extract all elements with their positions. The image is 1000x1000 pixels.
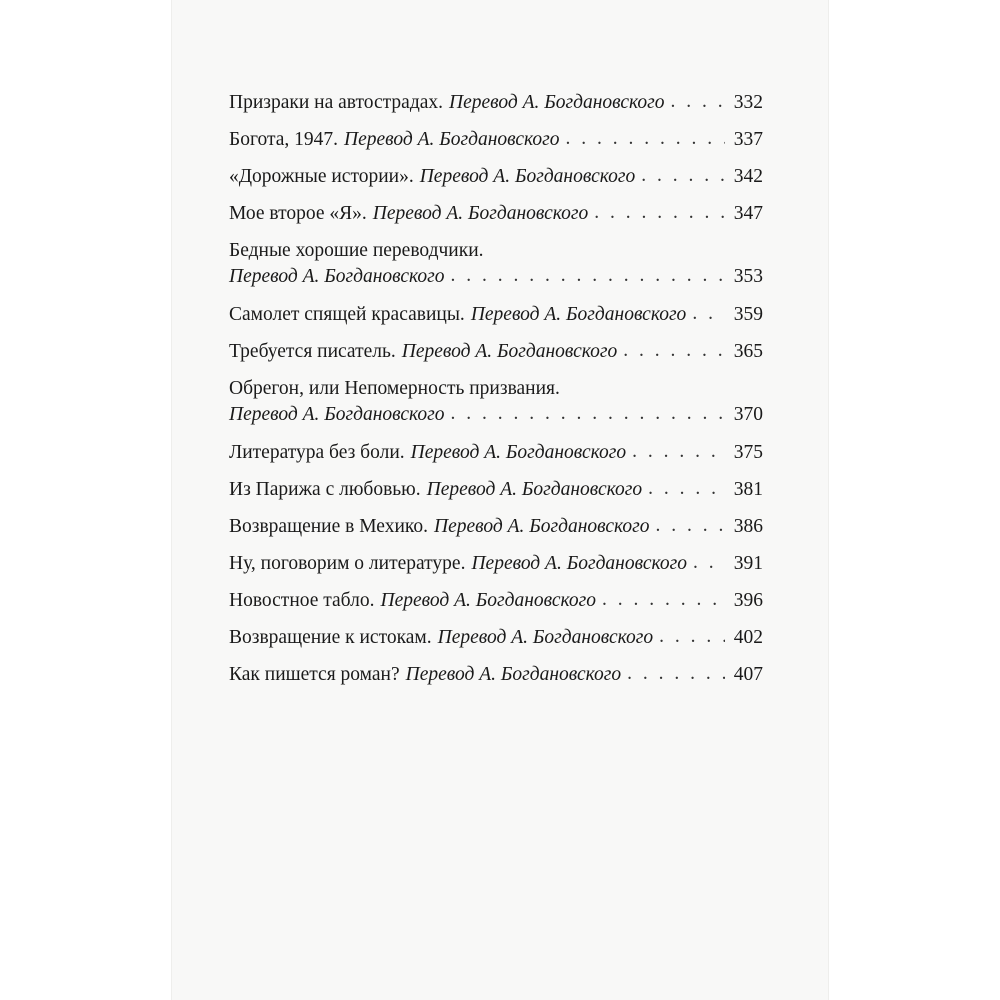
entry-page-number: 386 bbox=[733, 516, 763, 537]
entry-translator: Перевод А. Богдановского bbox=[401, 341, 618, 362]
entry-page-number: 359 bbox=[733, 304, 763, 325]
toc-entry bbox=[229, 514, 763, 551]
entry-title: Новостное табло. bbox=[229, 590, 375, 611]
entry-page-number: 375 bbox=[733, 442, 763, 463]
toc-entry bbox=[229, 662, 763, 699]
entry-title: Богота, 1947. bbox=[229, 129, 338, 150]
entry-translator: Перевод А. Богдановского bbox=[229, 404, 445, 425]
dot-leader bbox=[566, 126, 726, 152]
dot-leader bbox=[641, 163, 725, 189]
entry-title: Мое второе «Я». bbox=[229, 203, 367, 224]
dot-leader bbox=[648, 476, 725, 502]
entry-translator: Перевод А. Богдановского bbox=[372, 203, 589, 224]
entry-translator: Перевод А. Богдановского bbox=[434, 516, 650, 537]
dot-leader bbox=[602, 587, 725, 613]
entry-page-number: 365 bbox=[733, 341, 763, 362]
entry-title: Из Парижа с любовью. bbox=[229, 479, 421, 500]
toc-entry bbox=[229, 238, 763, 302]
dot-leader bbox=[594, 200, 725, 226]
entry-translator: Перевод А. Богдановского bbox=[380, 590, 596, 611]
dot-leader bbox=[671, 89, 725, 115]
entry-title: Призраки на автострадах. bbox=[229, 92, 444, 113]
entry-title: Самолет спящей красавицы. bbox=[229, 304, 465, 325]
dot-leader bbox=[623, 338, 725, 364]
entry-title: Обрегон, или Непомерность призвания. bbox=[229, 378, 560, 399]
entry-page-number: 370 bbox=[733, 404, 763, 425]
entry-page-number: 381 bbox=[733, 479, 763, 500]
entry-title: Литература без боли. bbox=[229, 442, 405, 463]
entry-title: Возвращение в Мехико. bbox=[229, 516, 428, 537]
dot-leader bbox=[451, 263, 726, 289]
entry-page-number: 337 bbox=[733, 129, 763, 150]
toc-entry bbox=[229, 339, 763, 376]
dot-leader bbox=[632, 439, 725, 465]
table-of-contents bbox=[229, 90, 763, 699]
entry-translator: Перевод А. Богдановского bbox=[419, 166, 636, 187]
entry-page-number: 396 bbox=[733, 590, 763, 611]
entry-title: «Дорожные истории». bbox=[229, 166, 414, 187]
toc-entry bbox=[229, 440, 763, 477]
toc-entry bbox=[229, 302, 763, 339]
entry-translator: Перевод А. Богдановского bbox=[229, 266, 445, 287]
entry-page-number: 353 bbox=[733, 266, 763, 287]
dot-leader bbox=[692, 301, 725, 327]
entry-page-number: 391 bbox=[733, 553, 763, 574]
entry-translator: Перевод А. Богдановского bbox=[471, 553, 687, 574]
entry-translator: Перевод А. Богдановского bbox=[426, 479, 643, 500]
dot-leader bbox=[656, 513, 726, 539]
toc-entry bbox=[229, 477, 763, 514]
dot-leader bbox=[659, 624, 725, 650]
entry-translator: Перевод А. Богдановского bbox=[405, 664, 622, 685]
entry-page-number: 332 bbox=[733, 92, 763, 113]
dot-leader bbox=[627, 661, 725, 687]
toc-entry bbox=[229, 127, 763, 164]
toc-entry bbox=[229, 201, 763, 238]
toc-entry bbox=[229, 376, 763, 440]
entry-title: Бедные хорошие переводчики. bbox=[229, 240, 484, 261]
entry-translator: Перевод А. Богдановского bbox=[437, 627, 654, 648]
toc-entry bbox=[229, 588, 763, 625]
entry-translator: Перевод А. Богдановского bbox=[449, 92, 665, 113]
toc-entry bbox=[229, 625, 763, 662]
entry-title: Требуется писатель. bbox=[229, 341, 396, 362]
entry-translator: Перевод А. Богдановского bbox=[344, 129, 560, 150]
entry-translator: Перевод А. Богдановского bbox=[470, 304, 687, 325]
entry-title: Как пишется роман? bbox=[229, 664, 400, 685]
entry-page-number: 407 bbox=[733, 664, 763, 685]
toc-entry bbox=[229, 551, 763, 588]
entry-page-number: 342 bbox=[733, 166, 763, 187]
entry-page-number: 347 bbox=[733, 203, 763, 224]
entry-title: Возвращение к истокам. bbox=[229, 627, 432, 648]
dot-leader bbox=[693, 550, 725, 576]
entry-page-number: 402 bbox=[733, 627, 763, 648]
entry-translator: Перевод А. Богдановского bbox=[410, 442, 627, 463]
toc-entry bbox=[229, 164, 763, 201]
dot-leader bbox=[451, 401, 726, 427]
toc-entry bbox=[229, 90, 763, 127]
entry-title: Ну, поговорим о литературе. bbox=[229, 553, 466, 574]
